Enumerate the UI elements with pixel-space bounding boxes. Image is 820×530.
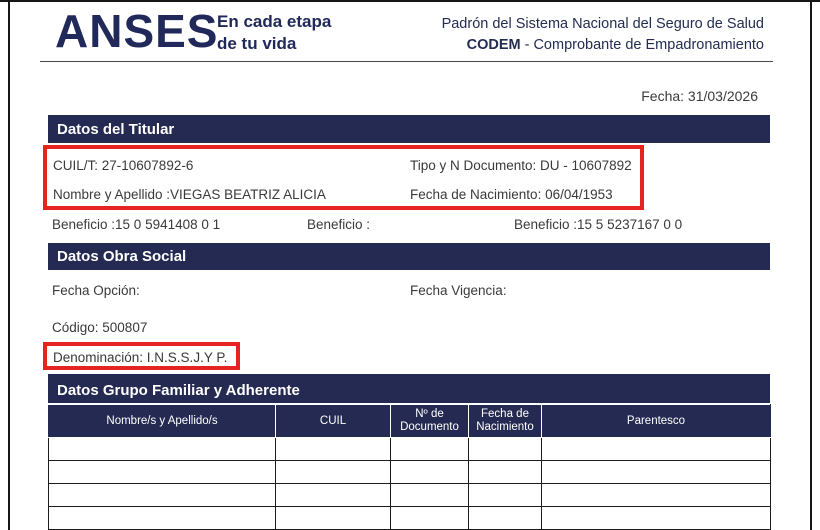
- beneficio-2-field: Beneficio :: [307, 217, 371, 232]
- denominacion-highlight-box: [43, 342, 240, 370]
- table-cell: [49, 461, 276, 484]
- table-cell: [276, 438, 391, 461]
- table-cell: [469, 507, 542, 530]
- grupo-familiar-table-body: [49, 438, 771, 530]
- table-row: [49, 507, 771, 530]
- section-titular-title: Datos del Titular: [57, 120, 175, 138]
- nombre-apellido-field: Nombre y Apellido :VIEGAS BEATRIZ ALICIA: [53, 187, 326, 202]
- table-cell: [391, 507, 469, 530]
- tipo-documento-field: Tipo y N Documento: DU - 10607892: [410, 158, 632, 173]
- fecha-vigencia-field: Fecha Vigencia:: [410, 283, 507, 298]
- fecha-field: Fecha: 31/03/2026: [641, 88, 758, 104]
- anses-tagline: [217, 11, 331, 55]
- fecha-nacimiento-field: Fecha de Nacimiento: 06/04/1953: [410, 187, 613, 202]
- column-header-cuil: CUIL: [276, 405, 391, 438]
- document-title: [442, 14, 764, 56]
- tagline-line2: de tu vida: [217, 34, 297, 53]
- table-cell: [542, 461, 771, 484]
- table-header-row: [49, 405, 771, 438]
- column-header-nombre: Nombre/s y Apellido/s: [49, 405, 276, 438]
- denominacion-field: Denominación: I.N.S.S.J.Y P.: [53, 350, 228, 365]
- column-header-documento: Nº de Documento: [391, 405, 469, 438]
- page-border-left: [8, 0, 10, 530]
- table-row: [49, 484, 771, 507]
- table-cell: [276, 461, 391, 484]
- grupo-familiar-table-head: [49, 405, 771, 438]
- table-cell: [391, 438, 469, 461]
- table-cell: [391, 461, 469, 484]
- page-border-top: [0, 0, 820, 2]
- table-cell: [542, 438, 771, 461]
- table-cell: [542, 484, 771, 507]
- table-cell: [469, 461, 542, 484]
- table-cell: [49, 507, 276, 530]
- beneficio-1-field: Beneficio :15 0 5941408 0 1: [52, 217, 221, 232]
- header-divider: [40, 61, 773, 62]
- document-title-line2: [442, 35, 764, 56]
- section-grupo-familiar-header: [48, 374, 770, 403]
- table-cell: [469, 484, 542, 507]
- column-header-parentesco: Parentesco: [542, 405, 771, 438]
- codigo-field: Código: 500807: [52, 320, 148, 335]
- table-cell: [49, 438, 276, 461]
- fecha-opcion-field: Fecha Opción:: [52, 283, 140, 298]
- cuil-field: CUIL/T: 27-10607892-6: [53, 158, 194, 173]
- grupo-familiar-table: [48, 404, 771, 530]
- table-cell: [469, 438, 542, 461]
- document-title-line1: Padrón del Sistema Nacional del Seguro de Salud: [441, 16, 764, 32]
- table-row: [49, 438, 771, 461]
- section-obra-social-title: Datos Obra Social: [57, 248, 187, 265]
- page-border-right: [810, 0, 812, 530]
- table-cell: [542, 507, 771, 530]
- column-header-fecha-nacimiento: Fecha de Nacimiento: [469, 405, 542, 438]
- table-cell: [391, 484, 469, 507]
- table-row: [49, 461, 771, 484]
- anses-logo: ANSES: [55, 5, 219, 57]
- tagline-line1: En cada etapa: [217, 12, 332, 31]
- table-cell: [276, 507, 391, 530]
- table-cell: [49, 484, 276, 507]
- section-titular-header: [48, 115, 770, 143]
- section-grupo-familiar-title: Datos Grupo Familiar y Adherente: [57, 382, 300, 399]
- table-cell: [276, 484, 391, 507]
- codem-label: CODEM: [466, 37, 521, 53]
- titular-highlight-box: [43, 145, 644, 210]
- beneficio-3-field: Beneficio :15 5 5237167 0 0: [514, 217, 683, 232]
- codem-subtitle: - Comprobante de Empadronamiento: [520, 37, 764, 53]
- section-obra-social-header: [48, 243, 770, 270]
